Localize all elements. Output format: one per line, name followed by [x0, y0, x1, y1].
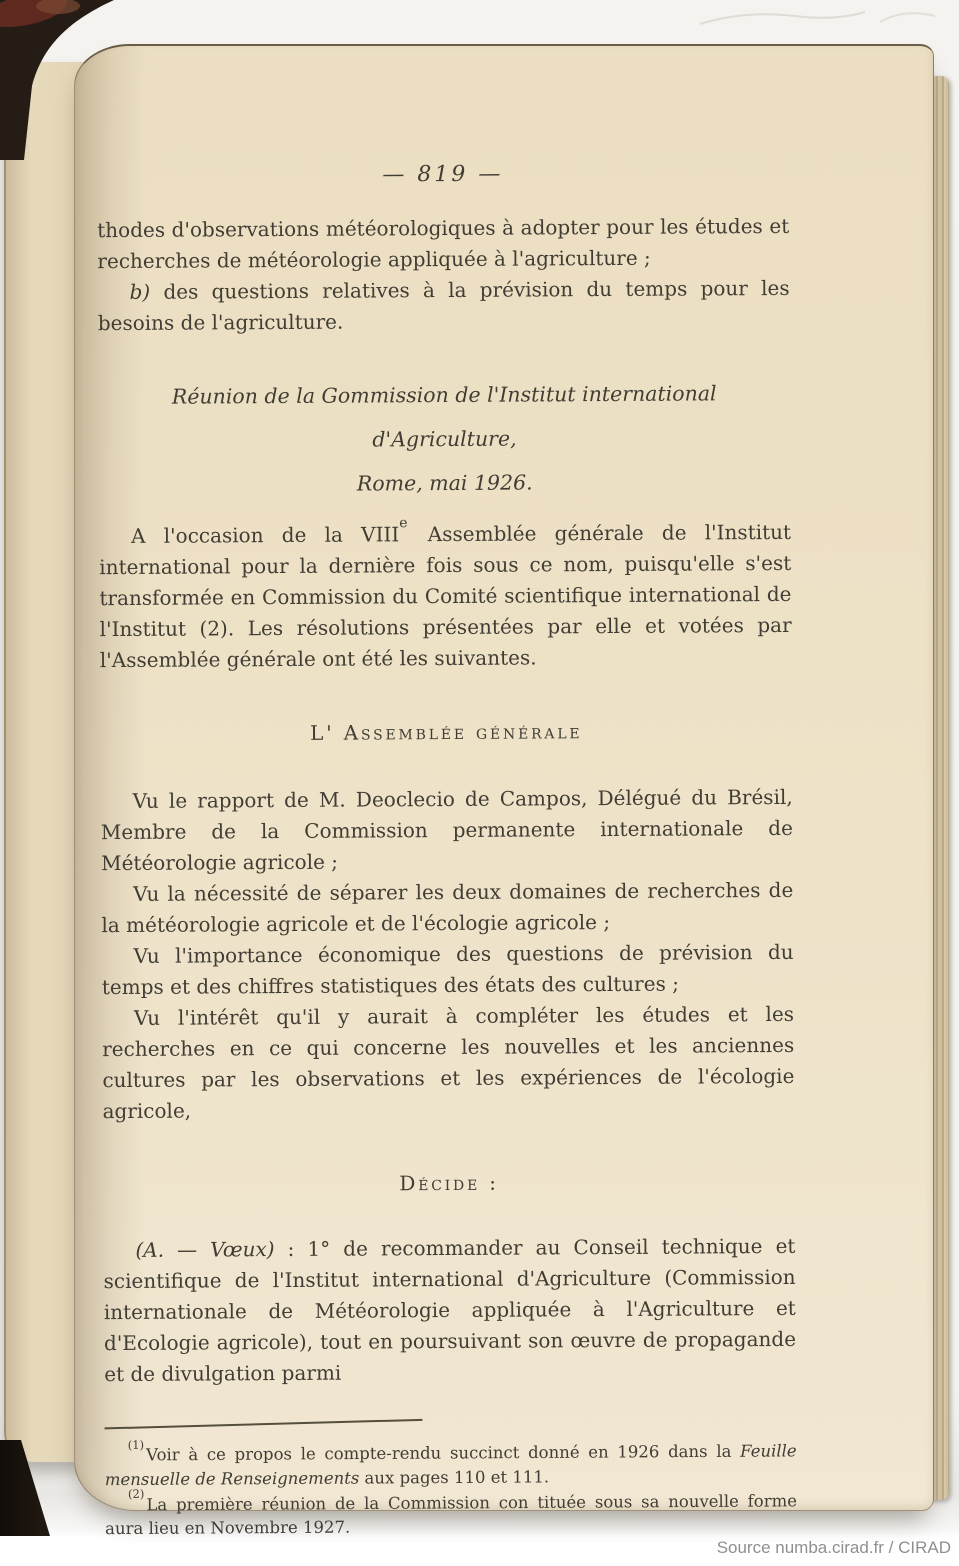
footnote-1 [105, 1438, 797, 1492]
paragraph-vu-3: Vu l'importance économique des questions de prévision du temps et des chiffres statistiques des états des cultures ; [101, 939, 794, 1000]
text-run: La première réunion de la Commission con tituée sous sa nouvelle forme aura lieu en Novembre 1927. [105, 1491, 798, 1539]
text-run: thodes d'observations météorologiques à adopter pour les études et recherches de météorologie appliquée à l'agriculture ; [97, 213, 790, 274]
paragraph-continuation [97, 211, 789, 277]
footnote-1-marker: (1) [127, 1437, 145, 1452]
text-run: des questions relatives à la prévision du temps pour les besoins de l'agriculture. [97, 275, 790, 336]
ordinal-superscript: e [399, 515, 408, 532]
footnote-2-marker: (2) [127, 1487, 145, 1502]
text-run: aux pages 110 et 111. [359, 1466, 550, 1488]
paragraph-voeux [103, 1231, 796, 1390]
section-heading-line1: Réunion de la Gommission de l'Institut international d'Agriculture, [171, 381, 717, 452]
text-run: : 1° de recommander au Conseil technique et scientifique de l'Institut international d'Agriculture (Commission internationale de Météorologie appliquée à l'Agriculture et d'Ecologie agricole), tout en poursuivant son œuvre de propagande et de divulgation parmi [103, 1233, 797, 1387]
book-spine-top [0, 0, 130, 160]
heading-assemblee-generale: L' Assemblée générale [310, 719, 583, 745]
item-b-label: b) [129, 279, 151, 304]
page-number: — 819 — [382, 161, 504, 188]
text-run: Assemblée générale de l'Institut international pour la dernière fois sous ce nom, puisqu'elle s'est transformée en Commission du Comité scientifique international de l'Institut (2). Les résolutions présentées par elle et votées par l'Assemblée générale ont été les suivantes. [99, 519, 792, 673]
section-heading [98, 371, 791, 507]
paragraph-item-b [97, 273, 789, 339]
paragraph-vu-1: Vu le rapport de M. Deoclecio de Campos, Délégué du Brésil, Membre de la Commission permanente internationale de Météorologie agricole ; [100, 784, 793, 876]
book-page [74, 44, 934, 1539]
text-column [97, 160, 797, 1542]
text-run: A l'occasion de la VIII [130, 522, 400, 548]
source-credit: Source numba.cirad.fr / CIRAD [716, 1538, 951, 1557]
footnote-1-italic-title: Feuille mensuelle de Renseignements [104, 1441, 797, 1489]
section-heading-line2: Rome, mai 1926. [356, 470, 533, 496]
footnote-2 [105, 1488, 797, 1542]
voeux-label: (A. — Vœux) [135, 1237, 275, 1262]
paragraph-vu-4: Vu l'intérêt qu'il y aurait à compléter les études et les recherches en ce qui concerne les nouvelles et les anciennes cultures par les observations et les expériences de l'écologie agricole, [102, 1001, 795, 1124]
paragraph-occasion [99, 517, 792, 676]
heading-decide: Décide : [399, 1170, 499, 1196]
paragraph-vu-2: Vu la nécessité de séparer les deux domaines de recherches de la météorologie agricole et de l'écologie agricole ; [101, 877, 794, 938]
page-content [75, 46, 933, 1539]
footnote-rule [105, 1419, 423, 1430]
text-run: Voir à ce propos le compte-rendu succinct donné en 1926 dans la [146, 1441, 741, 1465]
